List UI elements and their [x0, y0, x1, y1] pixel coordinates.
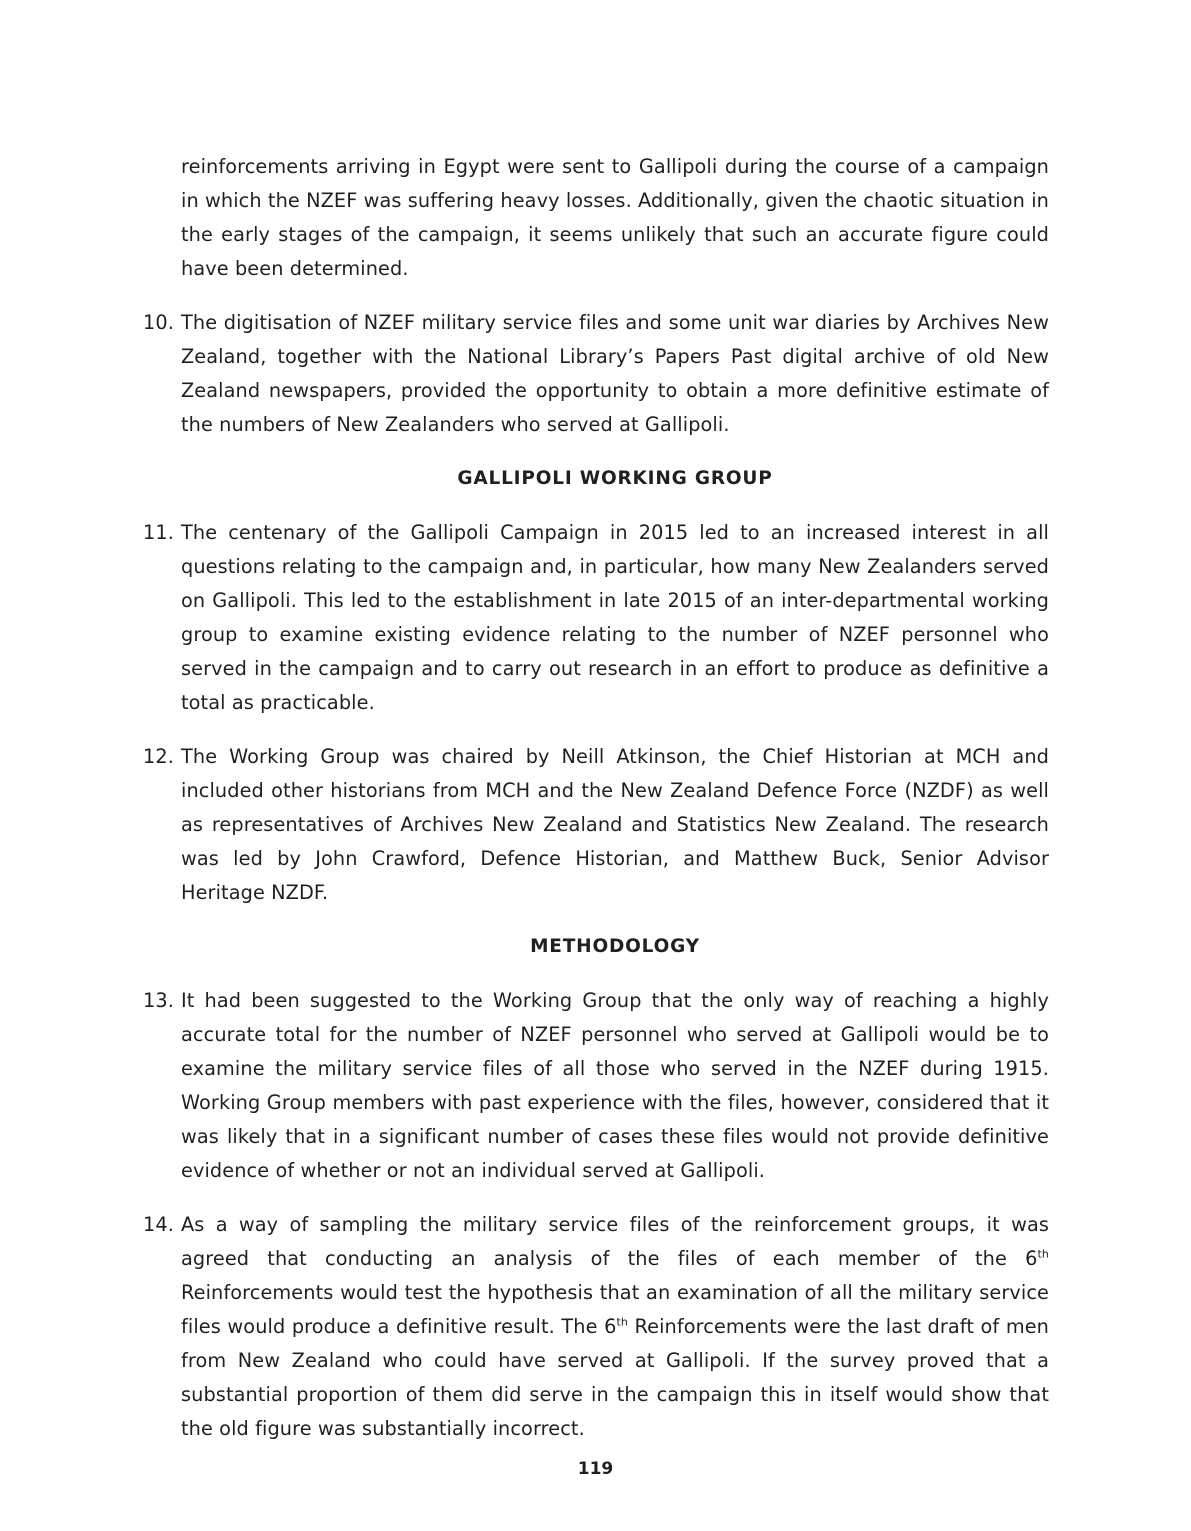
paragraph-13	[143, 984, 1049, 1188]
paragraph-12	[143, 740, 1049, 910]
section-heading-working-group: GALLIPOLI WORKING GROUP	[457, 468, 773, 489]
paragraph-number: 14.	[143, 1213, 174, 1236]
paragraph-text-part-3: Reinforcements were the last draft of men from New Zealand who could have served at Gallipoli. If the survey proved that a substantial proportion of them did serve in the campaign this in itself would show that the old figure was substantially incorrect.	[181, 1315, 1049, 1440]
paragraph-text: The digitisation of NZEF military service files and some unit war diaries by Archives New Zealand, together with the National Library’s Papers Past digital archive of old New Zealand newspapers, provided the opportunity to obtain a more definitive estimate of the numbers of New Zealanders who served at Gallipoli.	[181, 311, 1049, 436]
page-body	[143, 150, 1049, 1466]
paragraph-number: 11.	[143, 521, 174, 544]
paragraph-10	[143, 306, 1049, 442]
paragraph-text-part-1: As a way of sampling the military service files of the reinforcement groups, it was agreed that conducting an analysis of the files of each member of the 6	[181, 1213, 1049, 1270]
paragraph-number: 12.	[143, 745, 174, 768]
paragraph-text: It had been suggested to the Working Group that the only way of reaching a highly accurate total for the number of NZEF personnel who served at Gallipoli would be to examine the military service files of all those who served in the NZEF during 1915. Working Group members with past experience with the files, however, considered that it was likely that in a significant number of cases these files would not provide definitive evidence of whether or not an individual served at Gallipoli.	[181, 989, 1049, 1182]
superscript-ordinal: th	[616, 1315, 628, 1329]
paragraph-number: 13.	[143, 989, 174, 1012]
section-heading-methodology: METHODOLOGY	[530, 936, 700, 957]
paragraph-text-part-2: Reinforcements would test the hypothesis that an examination of all the military service files would produce a definitive result. The 6	[181, 1281, 1049, 1338]
page-number: 119	[577, 1459, 614, 1479]
paragraph-text: The centenary of the Gallipoli Campaign in 2015 led to an increased interest in all questions relating to the campaign and, in particular, how many New Zealanders served on Gallipoli. This led to the establishment in late 2015 of an inter-departmental working group to examine existing evidence relating to the number of NZEF personnel who served in the campaign and to carry out research in an effort to produce as definitive a total as practicable.	[181, 521, 1049, 714]
continued-paragraph-text: reinforcements arriving in Egypt were sent to Gallipoli during the course of a campaign in which the NZEF was suffering heavy losses. Additionally, given the chaotic situation in the early stages of the campaign, it seems unlikely that such an accurate figure could have been determined.	[181, 155, 1049, 280]
paragraph-number: 10.	[143, 311, 174, 334]
paragraph-14	[143, 1208, 1049, 1446]
paragraph-text: The Working Group was chaired by Neill Atkinson, the Chief Historian at MCH and included other historians from MCH and the New Zealand Defence Force (NZDF) as well as representatives of Archives New Zealand and Statistics New Zealand. The research was led by John Crawford, Defence Historian, and Matthew Buck, Senior Advisor Heritage NZDF.	[181, 745, 1049, 904]
paragraph-11	[143, 516, 1049, 720]
continued-paragraph	[143, 150, 1049, 286]
superscript-ordinal: th	[1037, 1247, 1049, 1261]
